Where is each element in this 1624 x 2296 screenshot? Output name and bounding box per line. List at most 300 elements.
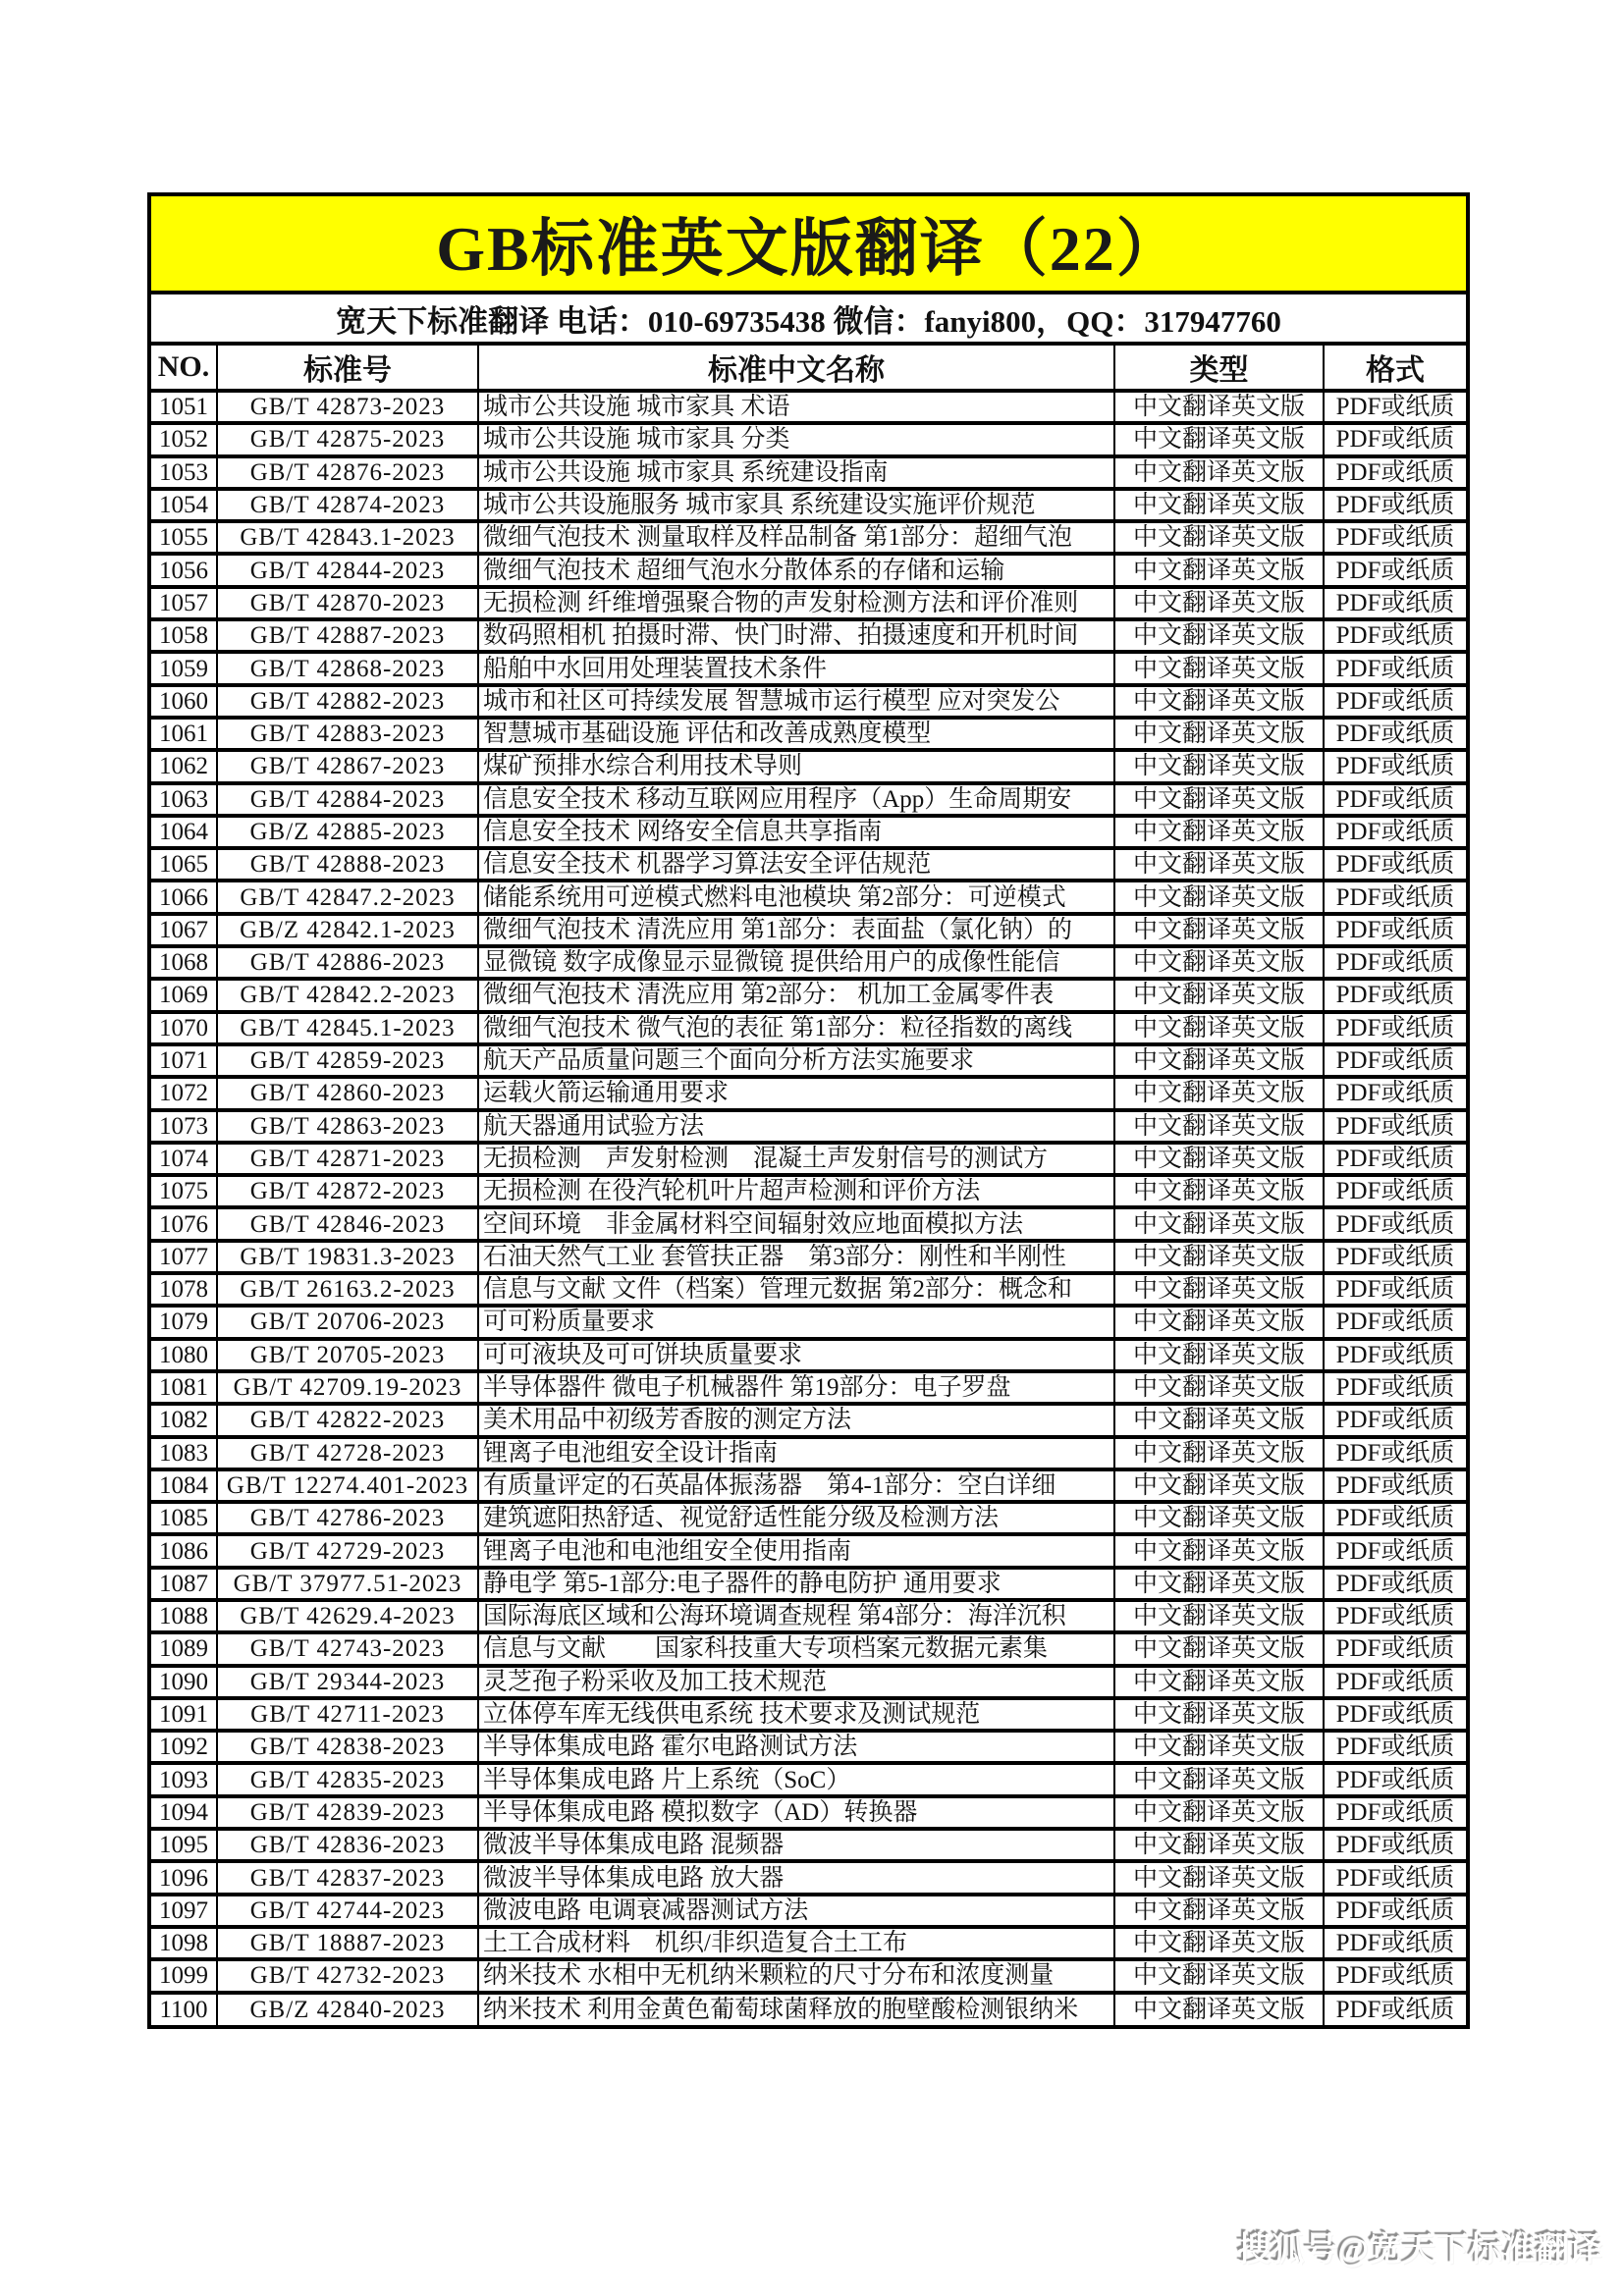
cell-std: GB/T 42872-2023 bbox=[217, 1175, 478, 1207]
table-row bbox=[151, 1534, 1466, 1567]
table-row bbox=[151, 1600, 1466, 1632]
cell-std: GB/T 42882-2023 bbox=[217, 685, 478, 718]
column-header-no: NO. bbox=[151, 346, 217, 391]
table-row bbox=[151, 554, 1466, 586]
table-row bbox=[151, 1110, 1466, 1143]
table-row bbox=[151, 1273, 1466, 1306]
cell-fmt: PDF或纸质 bbox=[1324, 1404, 1466, 1436]
table-row bbox=[151, 1993, 1466, 2025]
cell-std: GB/T 42836-2023 bbox=[217, 1829, 478, 1861]
table-row bbox=[151, 1469, 1466, 1502]
cell-std: GB/T 42874-2023 bbox=[217, 489, 478, 521]
cell-type: 中文翻译英文版 bbox=[1114, 979, 1324, 1011]
cell-fmt: PDF或纸质 bbox=[1324, 1731, 1466, 1763]
cell-type: 中文翻译英文版 bbox=[1114, 554, 1324, 586]
cell-no: 1051 bbox=[151, 391, 217, 423]
cell-name: 有质量评定的石英晶体振荡器 第4-1部分：空白详细 bbox=[478, 1469, 1114, 1502]
cell-type: 中文翻译英文版 bbox=[1114, 1763, 1324, 1795]
cell-fmt: PDF或纸质 bbox=[1324, 1666, 1466, 1698]
table-row bbox=[151, 423, 1466, 455]
cell-fmt: PDF或纸质 bbox=[1324, 619, 1466, 652]
cell-std: GB/T 42859-2023 bbox=[217, 1044, 478, 1077]
cell-fmt: PDF或纸质 bbox=[1324, 848, 1466, 881]
cell-type: 中文翻译英文版 bbox=[1114, 1568, 1324, 1600]
cell-name: 可可液块及可可饼块质量要求 bbox=[478, 1339, 1114, 1371]
cell-name: 航天产品质量问题三个面向分析方法实施要求 bbox=[478, 1044, 1114, 1077]
column-header-name: 标准中文名称 bbox=[478, 346, 1114, 391]
cell-type: 中文翻译英文版 bbox=[1114, 1241, 1324, 1273]
cell-fmt: PDF或纸质 bbox=[1324, 1829, 1466, 1861]
cell-name: 微波半导体集成电路 混频器 bbox=[478, 1829, 1114, 1861]
cell-fmt: PDF或纸质 bbox=[1324, 391, 1466, 423]
cell-std: GB/Z 42840-2023 bbox=[217, 1993, 478, 2025]
cell-fmt: PDF或纸质 bbox=[1324, 914, 1466, 946]
cell-name: 锂离子电池和电池组安全使用指南 bbox=[478, 1534, 1114, 1567]
cell-name: 运载火箭运输通用要求 bbox=[478, 1077, 1114, 1109]
table-row bbox=[151, 1502, 1466, 1534]
cell-name: 无损检测 在役汽轮机叶片超声检测和评价方法 bbox=[478, 1175, 1114, 1207]
cell-std: GB/Z 42842.1-2023 bbox=[217, 914, 478, 946]
cell-type: 中文翻译英文版 bbox=[1114, 783, 1324, 816]
cell-name: 灵芝孢子粉采收及加工技术规范 bbox=[478, 1666, 1114, 1698]
cell-no: 1083 bbox=[151, 1437, 217, 1469]
cell-std: GB/Z 42885-2023 bbox=[217, 816, 478, 848]
cell-fmt: PDF或纸质 bbox=[1324, 1861, 1466, 1894]
cell-fmt: PDF或纸质 bbox=[1324, 587, 1466, 619]
cell-name: 显微镜 数字成像显示显微镜 提供给用户的成像性能信 bbox=[478, 946, 1114, 979]
cell-fmt: PDF或纸质 bbox=[1324, 1207, 1466, 1240]
cell-name: 微细气泡技术 清洗应用 第2部分： 机加工金属零件表 bbox=[478, 979, 1114, 1011]
cell-fmt: PDF或纸质 bbox=[1324, 1273, 1466, 1306]
cell-no: 1060 bbox=[151, 685, 217, 718]
cell-name: 城市公共设施 城市家具 系统建设指南 bbox=[478, 456, 1114, 489]
table-row bbox=[151, 1698, 1466, 1731]
cell-std: GB/T 42709.19-2023 bbox=[217, 1371, 478, 1404]
cell-fmt: PDF或纸质 bbox=[1324, 750, 1466, 782]
cell-no: 1097 bbox=[151, 1895, 217, 1927]
cell-fmt: PDF或纸质 bbox=[1324, 1437, 1466, 1469]
cell-type: 中文翻译英文版 bbox=[1114, 914, 1324, 946]
cell-std: GB/T 42822-2023 bbox=[217, 1404, 478, 1436]
cell-std: GB/T 42843.1-2023 bbox=[217, 521, 478, 554]
cell-no: 1053 bbox=[151, 456, 217, 489]
cell-type: 中文翻译英文版 bbox=[1114, 587, 1324, 619]
cell-fmt: PDF或纸质 bbox=[1324, 1927, 1466, 1959]
cell-type: 中文翻译英文版 bbox=[1114, 456, 1324, 489]
page-title: GB标准英文版翻译（22） bbox=[436, 214, 1181, 284]
cell-fmt: PDF或纸质 bbox=[1324, 718, 1466, 750]
cell-std: GB/T 42860-2023 bbox=[217, 1077, 478, 1109]
cell-fmt: PDF或纸质 bbox=[1324, 783, 1466, 816]
cell-name: 信息安全技术 机器学习算法安全评估规范 bbox=[478, 848, 1114, 881]
cell-fmt: PDF或纸质 bbox=[1324, 1371, 1466, 1404]
cell-fmt: PDF或纸质 bbox=[1324, 423, 1466, 455]
cell-std: GB/T 42629.4-2023 bbox=[217, 1600, 478, 1632]
cell-type: 中文翻译英文版 bbox=[1114, 718, 1324, 750]
cell-name: 微细气泡技术 微气泡的表征 第1部分：粒径指数的离线 bbox=[478, 1012, 1114, 1044]
cell-no: 1054 bbox=[151, 489, 217, 521]
cell-name: 半导体集成电路 霍尔电路测试方法 bbox=[478, 1731, 1114, 1763]
cell-std: GB/T 42844-2023 bbox=[217, 554, 478, 586]
cell-std: GB/T 26163.2-2023 bbox=[217, 1273, 478, 1306]
cell-no: 1058 bbox=[151, 619, 217, 652]
cell-no: 1096 bbox=[151, 1861, 217, 1894]
cell-fmt: PDF或纸质 bbox=[1324, 1143, 1466, 1175]
table-row bbox=[151, 1763, 1466, 1795]
table-row bbox=[151, 1404, 1466, 1436]
cell-fmt: PDF或纸质 bbox=[1324, 946, 1466, 979]
cell-std: GB/T 42838-2023 bbox=[217, 1731, 478, 1763]
cell-no: 1076 bbox=[151, 1207, 217, 1240]
table-row bbox=[151, 1895, 1466, 1927]
cell-type: 中文翻译英文版 bbox=[1114, 1077, 1324, 1109]
cell-std: GB/T 42711-2023 bbox=[217, 1698, 478, 1731]
cell-type: 中文翻译英文版 bbox=[1114, 1339, 1324, 1371]
cell-no: 1072 bbox=[151, 1077, 217, 1109]
cell-type: 中文翻译英文版 bbox=[1114, 750, 1324, 782]
cell-name: 微细气泡技术 超细气泡水分散体系的存储和运输 bbox=[478, 554, 1114, 586]
cell-no: 1063 bbox=[151, 783, 217, 816]
cell-name: 智慧城市基础设施 评估和改善成熟度模型 bbox=[478, 718, 1114, 750]
cell-fmt: PDF或纸质 bbox=[1324, 1796, 1466, 1829]
cell-type: 中文翻译英文版 bbox=[1114, 489, 1324, 521]
cell-type: 中文翻译英文版 bbox=[1114, 816, 1324, 848]
table-row bbox=[151, 1861, 1466, 1894]
table-row bbox=[151, 619, 1466, 652]
cell-no: 1077 bbox=[151, 1241, 217, 1273]
table-row bbox=[151, 1829, 1466, 1861]
cell-std: GB/T 42846-2023 bbox=[217, 1207, 478, 1240]
cell-std: GB/T 42873-2023 bbox=[217, 391, 478, 423]
cell-no: 1055 bbox=[151, 521, 217, 554]
cell-std: GB/T 42837-2023 bbox=[217, 1861, 478, 1894]
cell-fmt: PDF或纸质 bbox=[1324, 1698, 1466, 1731]
cell-std: GB/T 42867-2023 bbox=[217, 750, 478, 782]
cell-std: GB/T 42870-2023 bbox=[217, 587, 478, 619]
cell-type: 中文翻译英文版 bbox=[1114, 1437, 1324, 1469]
cell-std: GB/T 42743-2023 bbox=[217, 1632, 478, 1665]
contact-info: 宽天下标准翻译 电话：010-69735438 微信：fanyi800，QQ：317947760 bbox=[336, 303, 1281, 339]
cell-type: 中文翻译英文版 bbox=[1114, 1796, 1324, 1829]
cell-type: 中文翻译英文版 bbox=[1114, 1632, 1324, 1665]
cell-type: 中文翻译英文版 bbox=[1114, 423, 1324, 455]
cell-name: 信息与文献 国家科技重大专项档案元数据元素集 bbox=[478, 1632, 1114, 1665]
cell-std: GB/T 42884-2023 bbox=[217, 783, 478, 816]
cell-fmt: PDF或纸质 bbox=[1324, 1110, 1466, 1143]
cell-no: 1095 bbox=[151, 1829, 217, 1861]
cell-type: 中文翻译英文版 bbox=[1114, 1534, 1324, 1567]
cell-no: 1074 bbox=[151, 1143, 217, 1175]
cell-std: GB/T 42875-2023 bbox=[217, 423, 478, 455]
cell-type: 中文翻译英文版 bbox=[1114, 1666, 1324, 1698]
cell-no: 1092 bbox=[151, 1731, 217, 1763]
cell-no: 1064 bbox=[151, 816, 217, 848]
cell-name: 纳米技术 利用金黄色葡萄球菌释放的胞壁酸检测银纳米 bbox=[478, 1993, 1114, 2025]
cell-name: 信息安全技术 移动互联网应用程序（App）生命周期安 bbox=[478, 783, 1114, 816]
cell-name: 城市公共设施 城市家具 术语 bbox=[478, 391, 1114, 423]
cell-type: 中文翻译英文版 bbox=[1114, 652, 1324, 684]
cell-type: 中文翻译英文版 bbox=[1114, 1959, 1324, 1992]
cell-std: GB/T 42732-2023 bbox=[217, 1959, 478, 1992]
cell-no: 1098 bbox=[151, 1927, 217, 1959]
cell-name: 土工合成材料 机织/非织造复合土工布 bbox=[478, 1927, 1114, 1959]
cell-fmt: PDF或纸质 bbox=[1324, 489, 1466, 521]
cell-fmt: PDF或纸质 bbox=[1324, 1600, 1466, 1632]
cell-type: 中文翻译英文版 bbox=[1114, 685, 1324, 718]
table-row bbox=[151, 979, 1466, 1011]
cell-name: 信息与文献 文件（档案）管理元数据 第2部分：概念和 bbox=[478, 1273, 1114, 1306]
table-row bbox=[151, 1568, 1466, 1600]
cell-no: 1085 bbox=[151, 1502, 217, 1534]
table-row bbox=[151, 391, 1466, 423]
cell-name: 国际海底区域和公海环境调查规程 第4部分：海洋沉积 bbox=[478, 1600, 1114, 1632]
cell-type: 中文翻译英文版 bbox=[1114, 848, 1324, 881]
table-row bbox=[151, 1731, 1466, 1763]
column-header-std: 标准号 bbox=[217, 346, 478, 391]
cell-std: GB/T 42871-2023 bbox=[217, 1143, 478, 1175]
cell-name: 微波半导体集成电路 放大器 bbox=[478, 1861, 1114, 1894]
cell-no: 1070 bbox=[151, 1012, 217, 1044]
cell-no: 1065 bbox=[151, 848, 217, 881]
table-row bbox=[151, 1207, 1466, 1240]
cell-no: 1080 bbox=[151, 1339, 217, 1371]
cell-type: 中文翻译英文版 bbox=[1114, 1993, 1324, 2025]
cell-name: 石油天然气工业 套管扶正器 第3部分：刚性和半刚性 bbox=[478, 1241, 1114, 1273]
table-row bbox=[151, 914, 1466, 946]
table-row bbox=[151, 881, 1466, 913]
table-row bbox=[151, 587, 1466, 619]
cell-no: 1069 bbox=[151, 979, 217, 1011]
cell-no: 1100 bbox=[151, 1993, 217, 2025]
cell-fmt: PDF或纸质 bbox=[1324, 1534, 1466, 1567]
cell-name: 储能系统用可逆模式燃料电池模块 第2部分：可逆模式 bbox=[478, 881, 1114, 913]
cell-type: 中文翻译英文版 bbox=[1114, 1698, 1324, 1731]
cell-name: 立体停车库无线供电系统 技术要求及测试规范 bbox=[478, 1698, 1114, 1731]
cell-type: 中文翻译英文版 bbox=[1114, 1110, 1324, 1143]
cell-no: 1082 bbox=[151, 1404, 217, 1436]
sohu-watermark: 搜狐号@宽天下标准翻译 bbox=[1237, 2232, 1602, 2269]
header-row bbox=[151, 346, 1466, 391]
cell-name: 微细气泡技术 清洗应用 第1部分：表面盐（氯化钠）的 bbox=[478, 914, 1114, 946]
cell-no: 1062 bbox=[151, 750, 217, 782]
cell-std: GB/T 20705-2023 bbox=[217, 1339, 478, 1371]
table-row bbox=[151, 1044, 1466, 1077]
cell-name: 煤矿预排水综合利用技术导则 bbox=[478, 750, 1114, 782]
table-row bbox=[151, 1306, 1466, 1338]
cell-std: GB/T 12274.401-2023 bbox=[217, 1469, 478, 1502]
cell-fmt: PDF或纸质 bbox=[1324, 816, 1466, 848]
column-header-fmt: 格式 bbox=[1324, 346, 1466, 391]
cell-no: 1066 bbox=[151, 881, 217, 913]
cell-fmt: PDF或纸质 bbox=[1324, 881, 1466, 913]
cell-fmt: PDF或纸质 bbox=[1324, 1568, 1466, 1600]
cell-name: 数码照相机 拍摄时滞、快门时滞、拍摄速度和开机时间 bbox=[478, 619, 1114, 652]
cell-std: GB/T 42786-2023 bbox=[217, 1502, 478, 1534]
cell-type: 中文翻译英文版 bbox=[1114, 1044, 1324, 1077]
cell-type: 中文翻译英文版 bbox=[1114, 1895, 1324, 1927]
table-row bbox=[151, 1241, 1466, 1273]
cell-std: GB/T 42845.1-2023 bbox=[217, 1012, 478, 1044]
cell-name: 船舶中水回用处理装置技术条件 bbox=[478, 652, 1114, 684]
cell-type: 中文翻译英文版 bbox=[1114, 1207, 1324, 1240]
table-row bbox=[151, 1371, 1466, 1404]
table-row bbox=[151, 521, 1466, 554]
cell-name: 城市公共设施服务 城市家具 系统建设实施评价规范 bbox=[478, 489, 1114, 521]
cell-no: 1081 bbox=[151, 1371, 217, 1404]
cell-no: 1084 bbox=[151, 1469, 217, 1502]
cell-name: 半导体集成电路 片上系统（SoC） bbox=[478, 1763, 1114, 1795]
cell-name: 无损检测 声发射检测 混凝土声发射信号的测试方 bbox=[478, 1143, 1114, 1175]
cell-std: GB/T 42744-2023 bbox=[217, 1895, 478, 1927]
cell-type: 中文翻译英文版 bbox=[1114, 1502, 1324, 1534]
cell-name: 静电学 第5-1部分:电子器件的静电防护 通用要求 bbox=[478, 1568, 1114, 1600]
table-row bbox=[151, 1339, 1466, 1371]
cell-name: 城市和社区可持续发展 智慧城市运行模型 应对突发公 bbox=[478, 685, 1114, 718]
cell-std: GB/T 42729-2023 bbox=[217, 1534, 478, 1567]
cell-fmt: PDF或纸质 bbox=[1324, 1993, 1466, 2025]
cell-name: 微细气泡技术 测量取样及样品制备 第1部分：超细气泡 bbox=[478, 521, 1114, 554]
table-body bbox=[151, 391, 1466, 2025]
cell-fmt: PDF或纸质 bbox=[1324, 521, 1466, 554]
cell-fmt: PDF或纸质 bbox=[1324, 1763, 1466, 1795]
table-row bbox=[151, 783, 1466, 816]
standards-sheet bbox=[147, 192, 1470, 2029]
table-row bbox=[151, 1796, 1466, 1829]
cell-name: 无损检测 纤维增强聚合物的声发射检测方法和评价准则 bbox=[478, 587, 1114, 619]
cell-type: 中文翻译英文版 bbox=[1114, 1404, 1324, 1436]
table-row bbox=[151, 750, 1466, 782]
cell-no: 1078 bbox=[151, 1273, 217, 1306]
title-banner bbox=[151, 196, 1466, 294]
cell-fmt: PDF或纸质 bbox=[1324, 1241, 1466, 1273]
cell-std: GB/T 42728-2023 bbox=[217, 1437, 478, 1469]
cell-type: 中文翻译英文版 bbox=[1114, 1927, 1324, 1959]
table-row bbox=[151, 1959, 1466, 1992]
cell-no: 1075 bbox=[151, 1175, 217, 1207]
cell-type: 中文翻译英文版 bbox=[1114, 1143, 1324, 1175]
cell-fmt: PDF或纸质 bbox=[1324, 979, 1466, 1011]
cell-fmt: PDF或纸质 bbox=[1324, 1469, 1466, 1502]
cell-type: 中文翻译英文版 bbox=[1114, 1600, 1324, 1632]
cell-no: 1067 bbox=[151, 914, 217, 946]
cell-std: GB/T 20706-2023 bbox=[217, 1306, 478, 1338]
cell-no: 1068 bbox=[151, 946, 217, 979]
cell-fmt: PDF或纸质 bbox=[1324, 1044, 1466, 1077]
cell-type: 中文翻译英文版 bbox=[1114, 619, 1324, 652]
cell-fmt: PDF或纸质 bbox=[1324, 652, 1466, 684]
cell-no: 1073 bbox=[151, 1110, 217, 1143]
table-row bbox=[151, 1175, 1466, 1207]
cell-type: 中文翻译英文版 bbox=[1114, 1175, 1324, 1207]
standards-table bbox=[151, 346, 1466, 2025]
table-row bbox=[151, 1927, 1466, 1959]
cell-no: 1079 bbox=[151, 1306, 217, 1338]
cell-std: GB/T 42876-2023 bbox=[217, 456, 478, 489]
table-row bbox=[151, 1666, 1466, 1698]
cell-std: GB/T 37977.51-2023 bbox=[217, 1568, 478, 1600]
cell-name: 半导体器件 微电子机械器件 第19部分：电子罗盘 bbox=[478, 1371, 1114, 1404]
cell-type: 中文翻译英文版 bbox=[1114, 946, 1324, 979]
cell-type: 中文翻译英文版 bbox=[1114, 521, 1324, 554]
cell-type: 中文翻译英文版 bbox=[1114, 1306, 1324, 1338]
cell-no: 1089 bbox=[151, 1632, 217, 1665]
table-row bbox=[151, 718, 1466, 750]
table-row bbox=[151, 456, 1466, 489]
cell-std: GB/T 42839-2023 bbox=[217, 1796, 478, 1829]
cell-type: 中文翻译英文版 bbox=[1114, 391, 1324, 423]
cell-no: 1099 bbox=[151, 1959, 217, 1992]
cell-name: 航天器通用试验方法 bbox=[478, 1110, 1114, 1143]
cell-std: GB/T 42888-2023 bbox=[217, 848, 478, 881]
cell-type: 中文翻译英文版 bbox=[1114, 881, 1324, 913]
cell-type: 中文翻译英文版 bbox=[1114, 1469, 1324, 1502]
cell-fmt: PDF或纸质 bbox=[1324, 1339, 1466, 1371]
cell-no: 1091 bbox=[151, 1698, 217, 1731]
cell-fmt: PDF或纸质 bbox=[1324, 554, 1466, 586]
table-row bbox=[151, 848, 1466, 881]
cell-no: 1087 bbox=[151, 1568, 217, 1600]
table-row bbox=[151, 1012, 1466, 1044]
cell-no: 1071 bbox=[151, 1044, 217, 1077]
cell-fmt: PDF或纸质 bbox=[1324, 1959, 1466, 1992]
cell-std: GB/T 42886-2023 bbox=[217, 946, 478, 979]
cell-std: GB/T 42883-2023 bbox=[217, 718, 478, 750]
cell-name: 半导体集成电路 模拟数字（AD）转换器 bbox=[478, 1796, 1114, 1829]
cell-std: GB/T 42842.2-2023 bbox=[217, 979, 478, 1011]
cell-std: GB/T 19831.3-2023 bbox=[217, 1241, 478, 1273]
cell-fmt: PDF或纸质 bbox=[1324, 1632, 1466, 1665]
cell-no: 1086 bbox=[151, 1534, 217, 1567]
table-row bbox=[151, 816, 1466, 848]
cell-type: 中文翻译英文版 bbox=[1114, 1731, 1324, 1763]
cell-fmt: PDF或纸质 bbox=[1324, 1077, 1466, 1109]
column-header-type: 类型 bbox=[1114, 346, 1324, 391]
cell-type: 中文翻译英文版 bbox=[1114, 1012, 1324, 1044]
cell-std: GB/T 29344-2023 bbox=[217, 1666, 478, 1698]
cell-fmt: PDF或纸质 bbox=[1324, 1895, 1466, 1927]
cell-std: GB/T 42887-2023 bbox=[217, 619, 478, 652]
cell-std: GB/T 42835-2023 bbox=[217, 1763, 478, 1795]
cell-std: GB/T 18887-2023 bbox=[217, 1927, 478, 1959]
cell-fmt: PDF或纸质 bbox=[1324, 1012, 1466, 1044]
cell-type: 中文翻译英文版 bbox=[1114, 1273, 1324, 1306]
cell-type: 中文翻译英文版 bbox=[1114, 1861, 1324, 1894]
cell-no: 1052 bbox=[151, 423, 217, 455]
contact-banner bbox=[151, 294, 1466, 346]
cell-no: 1056 bbox=[151, 554, 217, 586]
cell-no: 1059 bbox=[151, 652, 217, 684]
cell-fmt: PDF或纸质 bbox=[1324, 685, 1466, 718]
cell-no: 1094 bbox=[151, 1796, 217, 1829]
table-row bbox=[151, 1437, 1466, 1469]
table-row bbox=[151, 1143, 1466, 1175]
table-row bbox=[151, 685, 1466, 718]
cell-no: 1061 bbox=[151, 718, 217, 750]
cell-name: 城市公共设施 城市家具 分类 bbox=[478, 423, 1114, 455]
cell-no: 1090 bbox=[151, 1666, 217, 1698]
cell-name: 美术用品中初级芳香胺的测定方法 bbox=[478, 1404, 1114, 1436]
cell-fmt: PDF或纸质 bbox=[1324, 456, 1466, 489]
cell-name: 可可粉质量要求 bbox=[478, 1306, 1114, 1338]
table-header bbox=[151, 346, 1466, 391]
table-row bbox=[151, 946, 1466, 979]
cell-name: 纳米技术 水相中无机纳米颗粒的尺寸分布和浓度测量 bbox=[478, 1959, 1114, 1992]
table-row bbox=[151, 1632, 1466, 1665]
cell-fmt: PDF或纸质 bbox=[1324, 1306, 1466, 1338]
cell-name: 信息安全技术 网络安全信息共享指南 bbox=[478, 816, 1114, 848]
cell-no: 1093 bbox=[151, 1763, 217, 1795]
cell-type: 中文翻译英文版 bbox=[1114, 1371, 1324, 1404]
